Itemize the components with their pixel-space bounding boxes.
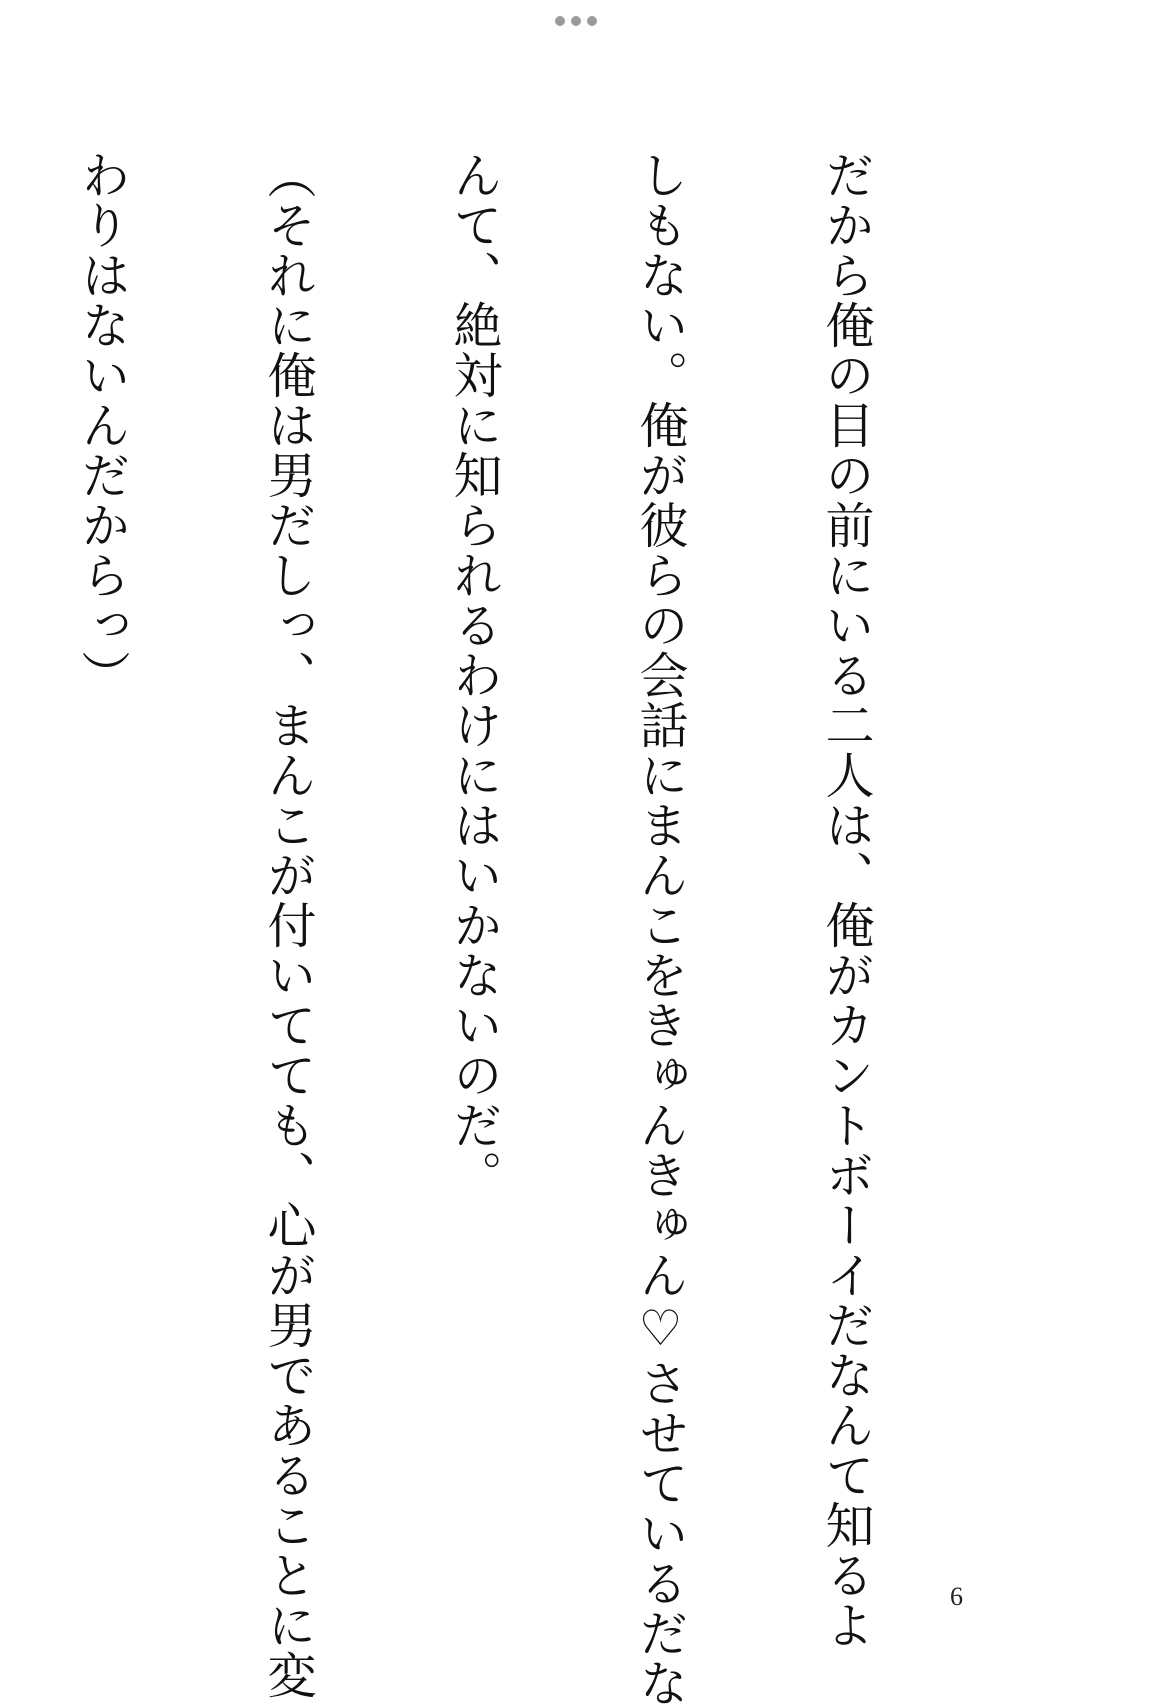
ellipsis-icon — [587, 16, 597, 26]
page-number: 6 — [950, 1582, 963, 1611]
more-options[interactable] — [0, 16, 1151, 26]
ellipsis-icon — [555, 16, 565, 26]
text-line: わりはないんだからっ） — [74, 150, 131, 700]
text-line: だから俺の目の前にいる二人は、俺がカントボーイだなんて知るよ — [818, 150, 875, 1650]
text-line: （それに俺は男だしっ、まんこが付いてても、心が男であることに変 — [260, 150, 317, 1700]
text-line: しもない。俺が彼らの会話にまんこをきゅんきゅん♡させているだな — [632, 150, 689, 1708]
page-text — [74, 150, 1001, 1708]
text-line: んて、絶対に知られるわけにはいかないのだ。 — [446, 150, 503, 1200]
ellipsis-icon — [571, 16, 581, 26]
